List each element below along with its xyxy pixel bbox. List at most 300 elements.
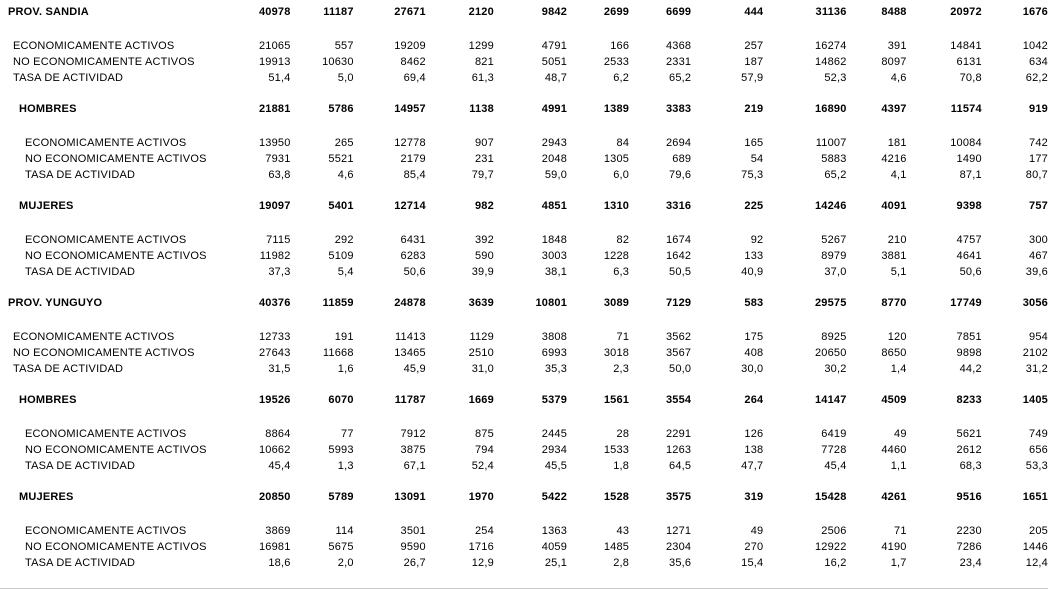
value-cell: 29575 (814, 297, 847, 309)
value-cell: 19209 (394, 40, 426, 52)
value-cell: 37,3 (268, 266, 291, 278)
value-cell: 71 (894, 525, 907, 537)
spacer-row (0, 571, 1048, 586)
value-cell: 181 (887, 137, 907, 149)
value-cell: 2,8 (613, 557, 630, 569)
value-cell: 1533 (603, 444, 630, 456)
value-cell: 28 (616, 428, 630, 440)
value-cell: 31,0 (471, 363, 494, 375)
value-cell: 5051 (541, 56, 568, 68)
spacer-row (0, 214, 1048, 232)
value-cell: 444 (744, 6, 764, 18)
value-cell: 79,6 (669, 169, 692, 181)
value-cell: 2331 (665, 56, 692, 68)
value-cell: 10662 (258, 444, 291, 456)
value-cell: 742 (1029, 137, 1048, 149)
value-cell: 187 (744, 56, 764, 68)
value-cell: 2,3 (613, 363, 630, 375)
value-cell: 27671 (394, 6, 426, 18)
value-cell: 205 (1029, 525, 1048, 537)
value-cell: 50,6 (403, 266, 426, 278)
value-cell: 12922 (814, 541, 847, 553)
value-cell: 5789 (328, 491, 354, 503)
value-cell: 49 (894, 428, 907, 440)
indicator-row (0, 555, 1048, 571)
value-cell: 5883 (821, 153, 847, 165)
row-label-cell: NO ECONOMICAMENTE ACTIVOS (25, 153, 207, 165)
indicator-row (0, 70, 1048, 86)
value-cell: 4397 (881, 103, 907, 115)
value-cell: 3554 (665, 394, 692, 406)
spacer-cell (0, 311, 1048, 329)
value-cell: 191 (334, 331, 354, 343)
row-label-cell: TASA DE ACTIVIDAD (25, 169, 136, 181)
value-cell: 2179 (400, 153, 426, 165)
value-cell: 14957 (394, 103, 426, 115)
value-cell: 757 (1029, 200, 1048, 212)
value-cell: 57,9 (741, 72, 764, 84)
value-cell: 9842 (541, 6, 568, 18)
row-label-cell: ECONOMICAMENTE ACTIVOS (13, 40, 175, 52)
value-cell: 270 (744, 541, 764, 553)
value-cell: 231 (474, 153, 494, 165)
value-cell: 2934 (541, 444, 568, 456)
indicator-row (0, 167, 1048, 183)
value-cell: 1405 (1022, 394, 1048, 406)
value-cell: 794 (474, 444, 494, 456)
value-cell: 4991 (541, 103, 568, 115)
spacer-cell (0, 20, 1048, 38)
value-cell: 61,3 (471, 72, 494, 84)
indicator-row (0, 135, 1048, 151)
value-cell: 8979 (821, 250, 847, 262)
value-cell: 4509 (881, 394, 907, 406)
value-cell: 14147 (814, 394, 847, 406)
value-cell: 38,1 (544, 266, 568, 278)
value-cell: 7115 (266, 234, 291, 246)
value-cell: 120 (887, 331, 907, 343)
row-label-cell: ECONOMICAMENTE ACTIVOS (25, 137, 187, 149)
value-cell: 27643 (258, 347, 291, 359)
value-cell: 19526 (258, 394, 291, 406)
value-cell: 19097 (258, 200, 291, 212)
value-cell: 80,7 (1025, 169, 1048, 181)
value-cell: 391 (887, 40, 907, 52)
value-cell: 656 (1029, 444, 1048, 456)
value-cell: 1848 (541, 234, 568, 246)
value-cell: 590 (474, 250, 494, 262)
value-cell: 12778 (394, 137, 426, 149)
value-cell: 257 (744, 40, 764, 52)
row-label-cell: HOMBRES (19, 103, 77, 115)
value-cell: 5379 (541, 394, 568, 406)
spacer-row (0, 474, 1048, 489)
value-cell: 24878 (394, 297, 426, 309)
value-cell: 54 (750, 153, 764, 165)
value-cell: 1490 (956, 153, 982, 165)
value-cell: 1528 (603, 491, 630, 503)
value-cell: 25,1 (544, 557, 568, 569)
value-cell: 11187 (323, 6, 354, 18)
value-cell: 30,0 (741, 363, 764, 375)
value-cell: 6419 (821, 428, 847, 440)
value-cell: 1485 (603, 541, 630, 553)
value-cell: 12733 (258, 331, 291, 343)
value-cell: 1446 (1022, 541, 1048, 553)
value-cell: 45,4 (268, 460, 291, 472)
value-cell: 1,1 (890, 460, 907, 472)
value-cell: 2304 (665, 541, 692, 553)
value-cell: 8925 (821, 331, 847, 343)
value-cell: 16890 (814, 103, 847, 115)
value-cell: 71 (616, 331, 630, 343)
value-cell: 62,2 (1025, 72, 1048, 84)
spacer-cell (0, 117, 1048, 135)
value-cell: 292 (334, 234, 354, 246)
value-cell: 4190 (881, 541, 907, 553)
value-cell: 3575 (665, 491, 692, 503)
row-label-cell: ECONOMICAMENTE ACTIVOS (25, 525, 187, 537)
spacer-cell (0, 571, 1048, 586)
value-cell: 875 (474, 428, 494, 440)
value-cell: 4641 (956, 250, 982, 262)
value-cell: 1310 (603, 200, 630, 212)
indicator-row (0, 361, 1048, 377)
value-cell: 44,2 (959, 363, 982, 375)
value-cell: 19913 (258, 56, 291, 68)
value-cell: 3881 (881, 250, 907, 262)
value-cell: 9898 (956, 347, 982, 359)
value-cell: 7931 (265, 153, 291, 165)
value-cell: 8097 (881, 56, 907, 68)
value-cell: 7129 (665, 297, 692, 309)
value-cell: 1271 (665, 525, 692, 537)
value-cell: 64,5 (669, 460, 692, 472)
value-cell: 1676 (1022, 6, 1048, 18)
value-cell: 5,1 (890, 266, 907, 278)
value-cell: 11859 (322, 297, 354, 309)
value-cell: 1716 (468, 541, 494, 553)
value-cell: 39,6 (1025, 266, 1048, 278)
value-cell: 11007 (815, 137, 847, 149)
value-cell: 919 (1029, 103, 1048, 115)
value-cell: 6,0 (613, 169, 630, 181)
value-cell: 4,6 (890, 72, 907, 84)
labor-table-body (0, 4, 1048, 586)
value-cell: 166 (610, 40, 630, 52)
spacer-cell (0, 408, 1048, 426)
row-label-cell: ECONOMICAMENTE ACTIVOS (13, 331, 175, 343)
value-cell: 3003 (541, 250, 568, 262)
spacer-row (0, 117, 1048, 135)
row-label-cell: ECONOMICAMENTE ACTIVOS (25, 428, 187, 440)
value-cell: 408 (744, 347, 764, 359)
value-cell: 954 (1029, 331, 1048, 343)
row-label-cell: NO ECONOMICAMENTE ACTIVOS (13, 56, 195, 68)
value-cell: 5,4 (337, 266, 354, 278)
indicator-row (0, 442, 1048, 458)
value-cell: 8233 (956, 394, 982, 406)
value-cell: 15428 (814, 491, 847, 503)
value-cell: 6070 (328, 394, 354, 406)
value-cell: 5401 (328, 200, 354, 212)
row-label-cell: HOMBRES (19, 394, 77, 406)
value-cell: 9398 (956, 200, 982, 212)
value-cell: 82 (616, 234, 630, 246)
value-cell: 3089 (603, 297, 630, 309)
value-cell: 16981 (258, 541, 291, 553)
value-cell: 114 (335, 525, 354, 537)
value-cell: 50,6 (959, 266, 982, 278)
value-cell: 4757 (956, 234, 982, 246)
indicator-row (0, 345, 1048, 361)
value-cell: 1363 (541, 525, 568, 537)
spacer-cell (0, 280, 1048, 295)
value-cell: 175 (744, 331, 764, 343)
value-cell: 3808 (541, 331, 568, 343)
spacer-row (0, 183, 1048, 198)
value-cell: 4,6 (337, 169, 354, 181)
row-label-cell: NO ECONOMICAMENTE ACTIVOS (13, 347, 195, 359)
gender-header-row (0, 198, 1048, 214)
indicator-row (0, 264, 1048, 280)
value-cell: 6,2 (613, 72, 630, 84)
value-cell: 2120 (468, 6, 494, 18)
value-cell: 583 (744, 297, 764, 309)
value-cell: 557 (334, 40, 354, 52)
spacer-row (0, 408, 1048, 426)
row-label-cell: MUJERES (19, 200, 74, 212)
value-cell: 79,7 (471, 169, 494, 181)
labor-activity-table (0, 4, 1048, 586)
gender-header-row (0, 489, 1048, 505)
value-cell: 40376 (258, 297, 291, 309)
value-cell: 1138 (469, 103, 494, 115)
value-cell: 52,4 (471, 460, 494, 472)
value-cell: 177 (1029, 153, 1048, 165)
indicator-row (0, 458, 1048, 474)
value-cell: 1,8 (613, 460, 630, 472)
value-cell: 6283 (400, 250, 426, 262)
value-cell: 1263 (665, 444, 692, 456)
value-cell: 210 (887, 234, 907, 246)
row-label-cell: ECONOMICAMENTE ACTIVOS (25, 234, 187, 246)
value-cell: 43 (616, 525, 630, 537)
value-cell: 300 (1029, 234, 1048, 246)
row-label-cell: TASA DE ACTIVIDAD (25, 557, 136, 569)
value-cell: 51,4 (268, 72, 291, 84)
value-cell: 219 (744, 103, 764, 115)
row-label-cell: TASA DE ACTIVIDAD (13, 72, 124, 84)
value-cell: 225 (744, 200, 764, 212)
value-cell: 59,0 (544, 169, 568, 181)
value-cell: 69,4 (403, 72, 426, 84)
row-label-cell: PROV. YUNGUYO (8, 297, 103, 309)
value-cell: 67,1 (403, 460, 426, 472)
value-cell: 5109 (328, 250, 354, 262)
value-cell: 77 (341, 428, 354, 440)
value-cell: 31,5 (268, 363, 291, 375)
value-cell: 87,1 (959, 169, 982, 181)
value-cell: 3869 (265, 525, 291, 537)
value-cell: 5,0 (337, 72, 354, 84)
value-cell: 6993 (541, 347, 568, 359)
row-label-cell: NO ECONOMICAMENTE ACTIVOS (25, 444, 207, 456)
spacer-row (0, 377, 1048, 392)
value-cell: 11982 (259, 250, 291, 262)
value-cell: 13950 (258, 137, 291, 149)
value-cell: 21065 (258, 40, 291, 52)
value-cell: 12,9 (471, 557, 494, 569)
value-cell: 138 (744, 444, 764, 456)
gender-header-row (0, 392, 1048, 408)
value-cell: 68,3 (959, 460, 982, 472)
value-cell: 5993 (328, 444, 354, 456)
spacer-row (0, 86, 1048, 101)
value-cell: 7851 (956, 331, 982, 343)
indicator-row (0, 38, 1048, 54)
value-cell: 11574 (950, 103, 982, 115)
value-cell: 264 (744, 394, 764, 406)
value-cell: 5786 (328, 103, 354, 115)
value-cell: 17749 (950, 297, 982, 309)
value-cell: 8864 (265, 428, 291, 440)
value-cell: 1,7 (890, 557, 907, 569)
value-cell: 3875 (400, 444, 426, 456)
indicator-row (0, 248, 1048, 264)
value-cell: 3316 (665, 200, 692, 212)
value-cell: 689 (672, 153, 692, 165)
value-cell: 12,4 (1025, 557, 1048, 569)
value-cell: 37,0 (824, 266, 847, 278)
indicator-row (0, 151, 1048, 167)
value-cell: 254 (474, 525, 494, 537)
value-cell: 2943 (541, 137, 568, 149)
value-cell: 47,7 (741, 460, 764, 472)
value-cell: 5521 (328, 153, 354, 165)
value-cell: 126 (744, 428, 764, 440)
value-cell: 4216 (881, 153, 907, 165)
value-cell: 8462 (400, 56, 426, 68)
value-cell: 4059 (541, 541, 568, 553)
value-cell: 65,2 (669, 72, 692, 84)
province-header-row (0, 4, 1048, 20)
value-cell: 14841 (950, 40, 982, 52)
value-cell: 39,9 (471, 266, 494, 278)
indicator-row (0, 539, 1048, 555)
row-label-cell: MUJERES (19, 491, 74, 503)
value-cell: 31,2 (1025, 363, 1048, 375)
value-cell: 35,6 (669, 557, 692, 569)
value-cell: 1305 (603, 153, 630, 165)
value-cell: 6131 (956, 56, 982, 68)
spacer-cell (0, 86, 1048, 101)
value-cell: 5267 (821, 234, 847, 246)
value-cell: 3018 (603, 347, 630, 359)
value-cell: 6699 (665, 6, 692, 18)
value-cell: 1970 (468, 491, 494, 503)
value-cell: 8650 (881, 347, 907, 359)
value-cell: 5675 (328, 541, 354, 553)
value-cell: 1042 (1022, 40, 1048, 52)
value-cell: 45,9 (403, 363, 426, 375)
row-label-cell: TASA DE ACTIVIDAD (25, 460, 136, 472)
value-cell: 467 (1029, 250, 1048, 262)
value-cell: 1299 (468, 40, 494, 52)
spacer-row (0, 280, 1048, 295)
gender-header-row (0, 101, 1048, 117)
value-cell: 4851 (541, 200, 568, 212)
value-cell: 13465 (394, 347, 426, 359)
value-cell: 1,4 (890, 363, 907, 375)
value-cell: 4368 (665, 40, 692, 52)
value-cell: 1,3 (337, 460, 354, 472)
indicator-row (0, 426, 1048, 442)
value-cell: 3562 (665, 331, 692, 343)
value-cell: 23,4 (959, 557, 982, 569)
value-cell: 18,6 (268, 557, 291, 569)
value-cell: 35,3 (544, 363, 568, 375)
spacer-cell (0, 474, 1048, 489)
spacer-cell (0, 214, 1048, 232)
value-cell: 2230 (956, 525, 982, 537)
value-cell: 3056 (1022, 297, 1048, 309)
value-cell: 48,7 (544, 72, 568, 84)
value-cell: 2102 (1022, 347, 1048, 359)
value-cell: 30,2 (824, 363, 847, 375)
value-cell: 50,5 (669, 266, 692, 278)
value-cell: 982 (474, 200, 494, 212)
value-cell: 2510 (468, 347, 494, 359)
value-cell: 16274 (814, 40, 847, 52)
value-cell: 12714 (394, 200, 426, 212)
value-cell: 84 (616, 137, 630, 149)
spacer-cell (0, 183, 1048, 198)
value-cell: 9516 (956, 491, 982, 503)
value-cell: 15,4 (741, 557, 764, 569)
value-cell: 165 (744, 137, 764, 149)
value-cell: 49 (750, 525, 764, 537)
value-cell: 14862 (814, 56, 847, 68)
spacer-row (0, 20, 1048, 38)
value-cell: 2291 (665, 428, 692, 440)
value-cell: 2,0 (337, 557, 354, 569)
indicator-row (0, 523, 1048, 539)
spacer-row (0, 311, 1048, 329)
value-cell: 10801 (535, 297, 568, 309)
value-cell: 3383 (665, 103, 692, 115)
value-cell: 1228 (603, 250, 630, 262)
value-cell: 5422 (541, 491, 568, 503)
value-cell: 319 (744, 491, 764, 503)
value-cell: 7728 (821, 444, 847, 456)
value-cell: 92 (750, 234, 764, 246)
value-cell: 11787 (394, 394, 426, 406)
value-cell: 45,4 (824, 460, 847, 472)
value-cell: 20972 (950, 6, 982, 18)
value-cell: 13091 (394, 491, 426, 503)
value-cell: 6,3 (613, 266, 630, 278)
value-cell: 265 (334, 137, 354, 149)
value-cell: 31136 (815, 6, 847, 18)
row-label-cell: TASA DE ACTIVIDAD (13, 363, 124, 375)
value-cell: 4,1 (890, 169, 907, 181)
value-cell: 1561 (603, 394, 630, 406)
value-cell: 10630 (322, 56, 354, 68)
value-cell: 4791 (541, 40, 568, 52)
spacer-cell (0, 505, 1048, 523)
value-cell: 16,2 (824, 557, 847, 569)
